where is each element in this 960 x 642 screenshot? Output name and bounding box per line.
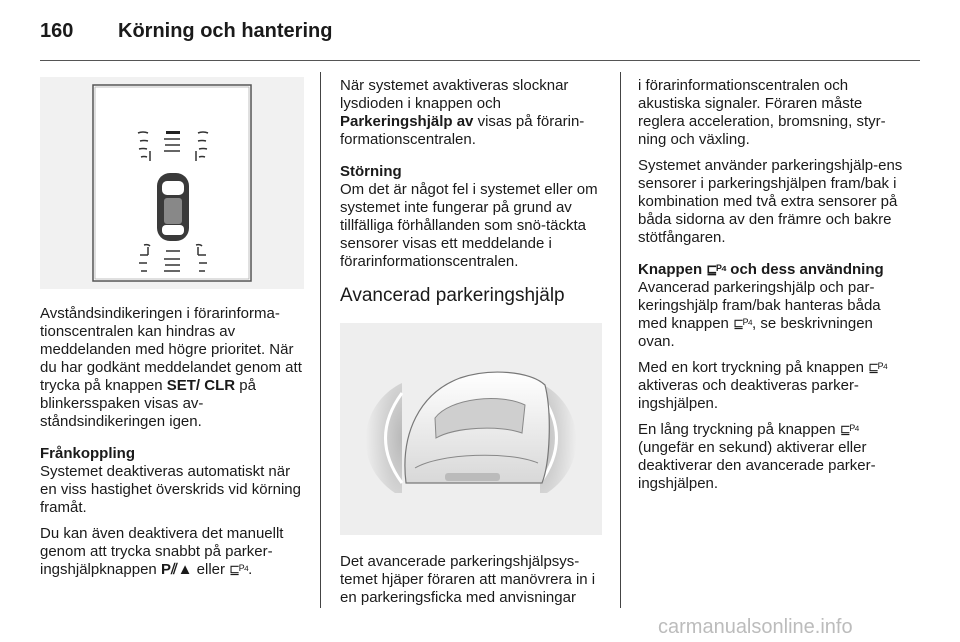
advanced-system-paragraph: Det avancerade parkeringshjälpsys-temet hjäper föraren att manövrera in i en parkeringsficka med anvisningar [340,553,596,606]
parking-sensor-diagram [40,77,304,289]
button-control-paragraph [638,279,906,351]
parking-assist-button-icon: P⫽▲ [160,561,193,578]
text-span: Avancerad parkeringshjälp och par-keringshjälp fram/bak hanteras båda med knappen [638,279,881,332]
text-span: Med en kort tryckning på knappen [638,359,869,376]
text-span: (ungefär en sekund) aktiverar eller deaktiverar den avancerade parker-ingshjälpen. [638,439,876,492]
park-pilot-icon: ⊑ᴾ⁴ [733,316,752,331]
short-press-paragraph [638,359,906,413]
text-span: på blinkersspaken visas av-ståndsindikeringen igen. [40,377,256,430]
column-1 [40,77,304,593]
text-span: visas på förarin-formationscentralen. [340,113,585,148]
park-pilot-icon: ⊑ᴾ⁴ [868,360,888,375]
advanced-parking-car-diagram [340,323,602,535]
display-priority-paragraph [40,305,304,431]
park-pilot-icon: ⊑ᴾ⁴ [839,422,859,437]
parking-assist-off-label: Parkeringshjälp av [340,113,474,130]
watermark: carmanualsonline.info [658,616,853,638]
chapter-title: Körning och hantering [118,20,333,42]
fault-heading: Störning [340,163,402,180]
set-clr-button-label: SET/ CLR [166,377,236,394]
advanced-parking-illustration [340,323,602,535]
column-3 [638,77,906,501]
text-span: och dess användning [726,261,884,278]
fault-paragraph: Om det är något fel i systemet eller om systemet inte fungerar på grund av tillfälliga förhållanden som snö-täckta sensorer visas ett meddelande i förarinformationscentralen. [340,181,598,270]
driver-control-paragraph: i förarinformationscentralen och akustiska signaler. Föraren måste reglera acceleration, bromsning, styr-ning och växling. [638,77,886,148]
parking-display-illustration [40,77,304,289]
park-pilot-icon: ⊑ᴾ⁴ [706,262,727,277]
text-span: aktiveras och deaktiveras parker-ingshjälpen. [638,377,859,412]
button-usage-heading [638,261,906,279]
park-pilot-icon: ⊑ᴾ⁴ [229,562,249,577]
column-divider-2 [620,72,621,608]
column-divider-1 [320,72,321,608]
sensors-paragraph: Systemet använder parkeringshjälp-ens sensorer i parkeringshjälpen fram/bak i kombination med två extra sensorer på båda sidorna av den främre och bakre stötfångaren. [638,157,903,246]
long-press-paragraph [638,421,906,493]
page-number: 160 [40,20,74,42]
header-rule [40,60,920,61]
text-span: En lång tryckning på knappen [638,421,840,438]
column-2 [340,77,604,621]
deactivation-led-paragraph [340,77,604,149]
text-span: eller [192,561,230,578]
text-span: Du kan även deaktivera det manuellt genom att trycka snabbt på parker-ingshjälpknappen [40,525,284,578]
text-span: När systemet avaktiveras slocknar lysdioden i knappen och [340,77,569,112]
manual-deactivation-paragraph [40,525,304,579]
disconnection-heading: Frånkoppling [40,445,135,462]
page-header [40,20,920,60]
auto-deactivation-paragraph: Systemet deaktiveras automatiskt när en viss hastighet överskrids vid körning framåt. [40,463,301,516]
text-span: . [248,561,253,578]
text-span: , se beskrivningen ovan. [638,315,873,350]
text-span: Avståndsindikeringen i förarinforma-tionscentralen kan hindras av meddelanden med högre prioritet. När du har godkänt meddelandet genom att trycka på knappen [40,305,302,394]
advanced-parking-heading: Avancerad parkeringshjälp [340,285,565,306]
text-span: Knappen [638,261,707,278]
